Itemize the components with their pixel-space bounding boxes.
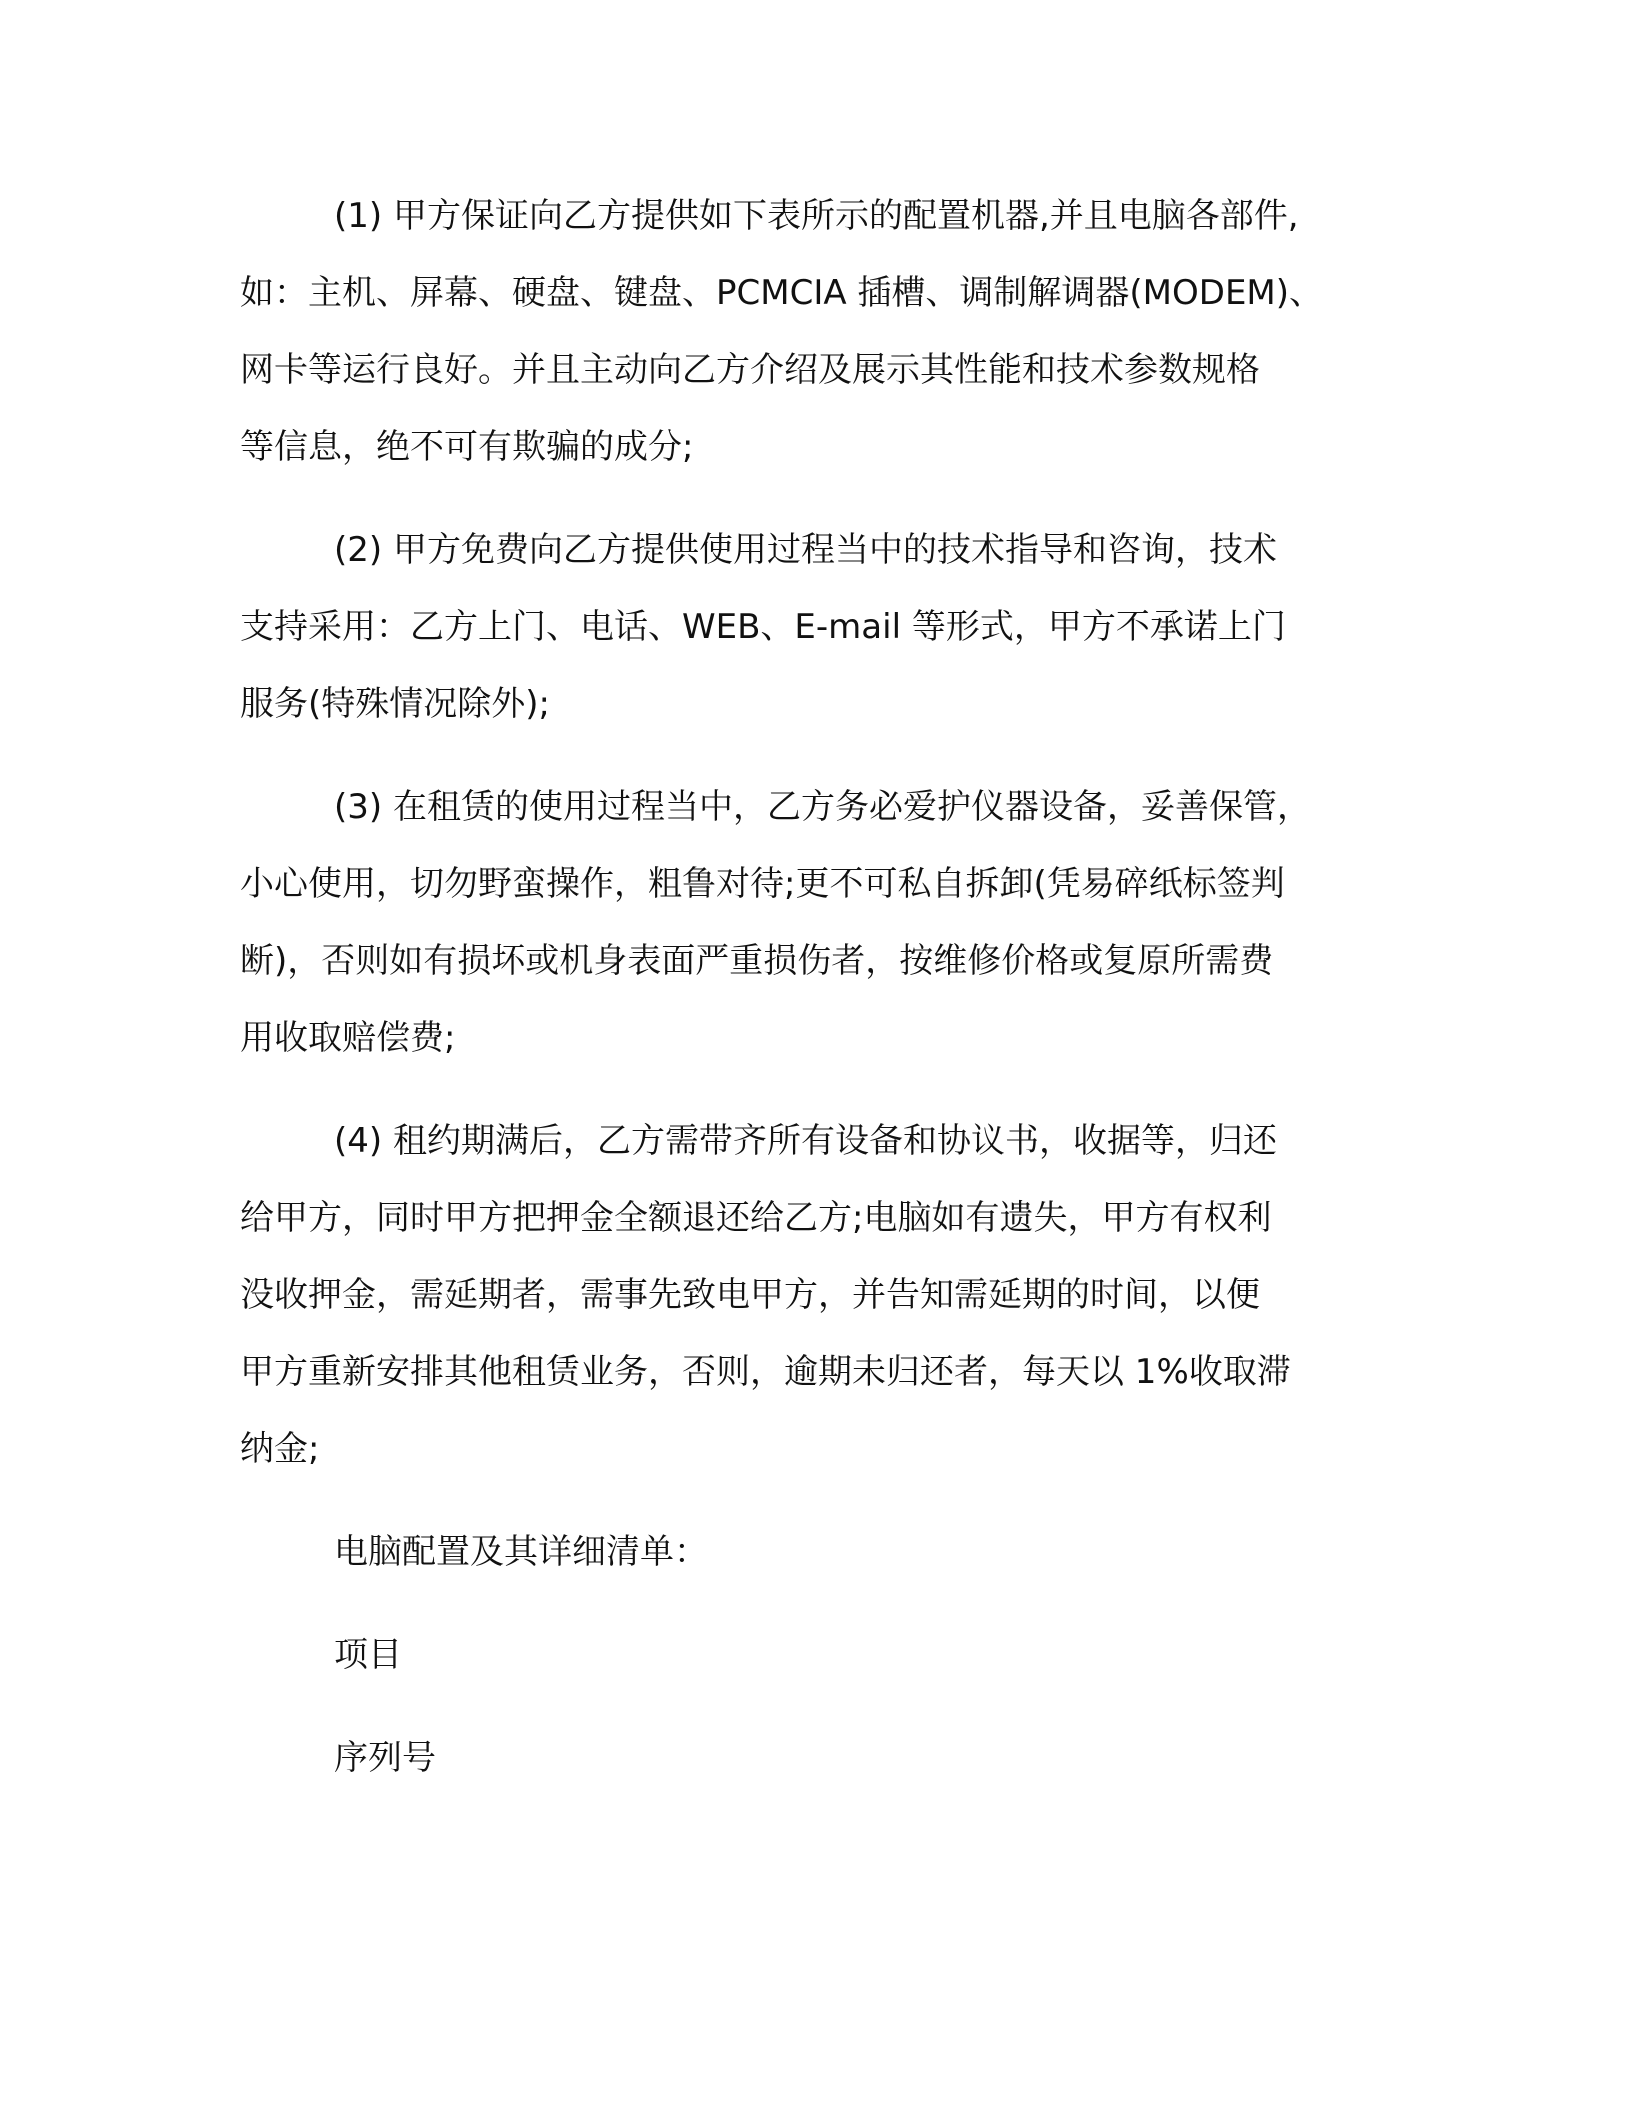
text-line: (1) 甲方保证向乙方提供如下表所示的配置机器,并且电脑各部件,: [334, 196, 1299, 236]
text-line: (2) 甲方免费向乙方提供使用过程当中的技术指导和咨询，技术: [334, 530, 1277, 570]
table-header-item: 项目: [334, 1635, 402, 1675]
text-line: 网卡等运行良好。并且主动向乙方介绍及展示其性能和技术参数规格: [240, 350, 1260, 390]
clause-1: [240, 178, 1390, 486]
document-page: [240, 178, 1390, 1823]
clause-2: [240, 512, 1390, 743]
text-line: 等信息，绝不可有欺骗的成分;: [240, 427, 694, 467]
text-line: 没收押金，需延期者，需事先致电甲方，并告知需延期的时间，以便: [240, 1275, 1260, 1315]
text-line: 服务(特殊情况除外);: [240, 684, 550, 724]
clause-4: [240, 1103, 1390, 1488]
clause-3: [240, 769, 1390, 1077]
text-line: 断)，否则如有损坏或机身表面严重损伤者，按维修价格或复原所需费: [240, 941, 1274, 981]
text-line: 甲方重新安排其他租赁业务，否则，逾期未归还者，每天以 1%收取滞: [240, 1352, 1291, 1392]
text-line: (3) 在租赁的使用过程当中，乙方务必爱护仪器设备，妥善保管，: [334, 787, 1311, 827]
text-line: 给甲方，同时甲方把押金全额退还给乙方;电脑如有遗失，甲方有权利: [240, 1198, 1272, 1238]
text-line: 小心使用，切勿野蛮操作，粗鲁对待;更不可私自拆卸(凭易碎纸标签判: [240, 864, 1285, 904]
text-line: 如：主机、屏幕、硬盘、键盘、PCMCIA 插槽、调制解调器(MODEM)、: [240, 273, 1324, 313]
text-line: 用收取赔偿费;: [240, 1018, 456, 1058]
text-line: (4) 租约期满后，乙方需带齐所有设备和协议书，收据等，归还: [334, 1121, 1277, 1161]
table-header-serial: 序列号: [334, 1738, 436, 1778]
config-list-title: 电脑配置及其详细清单：: [334, 1532, 708, 1572]
text-line: 支持采用：乙方上门、电话、WEB、E-mail 等形式，甲方不承诺上门: [240, 607, 1286, 647]
text-line: 纳金;: [240, 1429, 320, 1469]
